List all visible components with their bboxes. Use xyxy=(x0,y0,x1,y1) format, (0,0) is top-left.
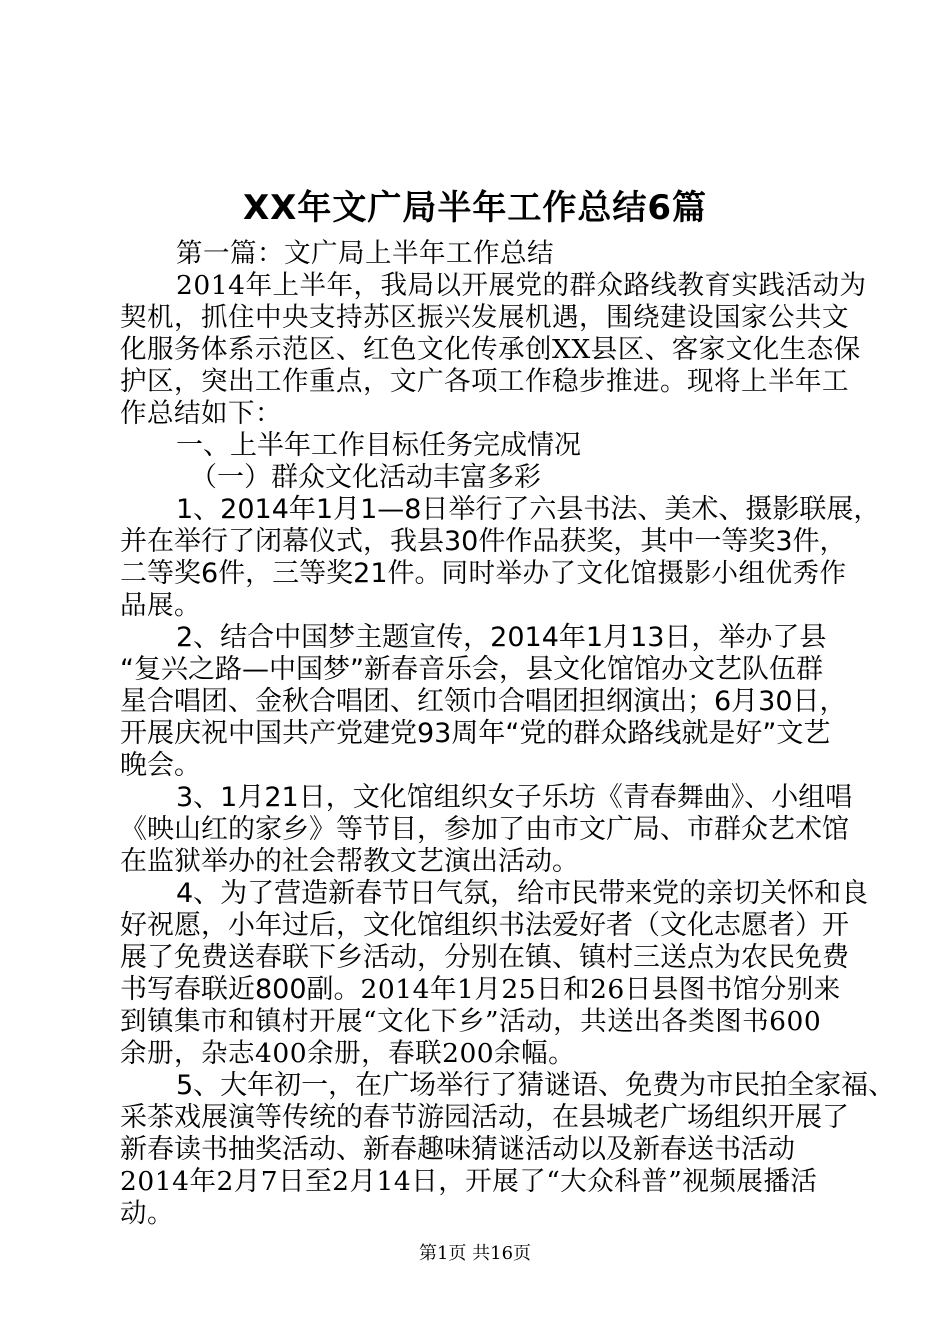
paragraph-line: 2014年上半年，我局以开展党的群众路线教育实践活动为 xyxy=(176,270,867,301)
paragraph-line: 并在举行了闭幕仪式，我县30件作品获奖，其中一等奖3件， xyxy=(120,526,847,557)
section-heading-line: 第一篇：文广局上半年工作总结 xyxy=(176,238,554,269)
paragraph-line: 晚会。 xyxy=(120,750,201,781)
paragraph-line xyxy=(120,974,840,1006)
paragraph-line: 契机，抓住中央支持苏区振兴发展机遇，围绕建设国家公共文 xyxy=(120,302,849,333)
document-title: XX年文广局半年工作总结6篇 xyxy=(242,188,708,228)
paragraph-line: 到镇集市和镇村开展“文化下乡”活动，共送出各类图书600 xyxy=(120,1006,822,1037)
paragraph-segment: 二等奖6件，三等奖21件。 xyxy=(120,558,442,589)
subheading-line: 一、上半年工作目标任务完成情况 xyxy=(176,430,581,461)
paragraph-line: 在监狱举办的社会帮教文艺演出活动。 xyxy=(120,846,579,877)
paragraph-line: 新春读书抽奖活动、新春趣味猜谜活动以及新春送书活动 xyxy=(120,1134,795,1165)
paragraph-line: 1、2014年1月1—8日举行了六县书法、美术、摄影联展， xyxy=(176,494,881,525)
paragraph-line: 展了免费送春联下乡活动，分别在镇、镇村三送点为农民免费 xyxy=(120,942,849,973)
paragraph-line: 作总结如下： xyxy=(120,398,282,429)
paragraph-line: 动。 xyxy=(120,1198,174,1229)
paragraph-line: 开展庆祝中国共产党建党93周年“党的群众路线就是好”文艺 xyxy=(120,718,831,749)
document-body xyxy=(120,238,896,1230)
paragraph-line: 2014年2月7日至2月14日，开展了“大众科普”视频展播活 xyxy=(120,1166,818,1197)
page-footer: 第1页 共16页 xyxy=(418,1243,532,1264)
paragraph-line: 化服务体系示范区、红色文化传承创XX县区、客家文化生态保 xyxy=(120,334,861,365)
paragraph-line xyxy=(120,558,847,590)
paragraph-line: 品展。 xyxy=(120,590,201,621)
paragraph-line: 星合唱团、金秋合唱团、红领巾合唱团担纲演出；6月30日， xyxy=(120,686,847,717)
paragraph-line: 采茶戏展演等传统的春节游园活动，在县城老广场组织开展了 xyxy=(120,1102,849,1133)
paragraph-segment: 书写春联近800副。 xyxy=(120,974,361,1005)
paragraph-line: 4、为了营造新春节日气氛，给市民带来党的亲切关怀和良 xyxy=(176,878,869,909)
paragraph-line: 5、大年初一，在广场举行了猜谜语、免费为市民拍全家福、 xyxy=(176,1070,896,1101)
paragraph-segment: 2014年1月25日和26日县图书馆分别来 xyxy=(360,974,841,1005)
paragraph-line: 好祝愿，小年过后，文化馆组织书法爱好者（文化志愿者）开 xyxy=(120,910,849,941)
paragraph-line: 护区，突出工作重点，文广各项工作稳步推进。现将上半年工 xyxy=(120,366,849,397)
paragraph-line: 2、结合中国梦主题宣传，2014年1月13日，举办了县 xyxy=(176,622,827,653)
paragraph-line: 3、1月21日，文化馆组织女子乐坊《青春舞曲》、小组唱 xyxy=(176,782,853,813)
paragraph-line: 余册，杂志400余册，春联200余幅。 xyxy=(120,1038,576,1069)
subheading-line: （一）群众文化活动丰富多彩 xyxy=(190,462,541,493)
paragraph-line: “复兴之路—中国梦”新春音乐会，县文化馆馆办文艺队伍群 xyxy=(120,654,823,685)
paragraph-segment: 同时举办了文化馆摄影小组优秀作 xyxy=(441,558,847,589)
paragraph-line: 《映山红的家乡》等节目，参加了由市文广局、市群众艺术馆 xyxy=(120,814,849,845)
